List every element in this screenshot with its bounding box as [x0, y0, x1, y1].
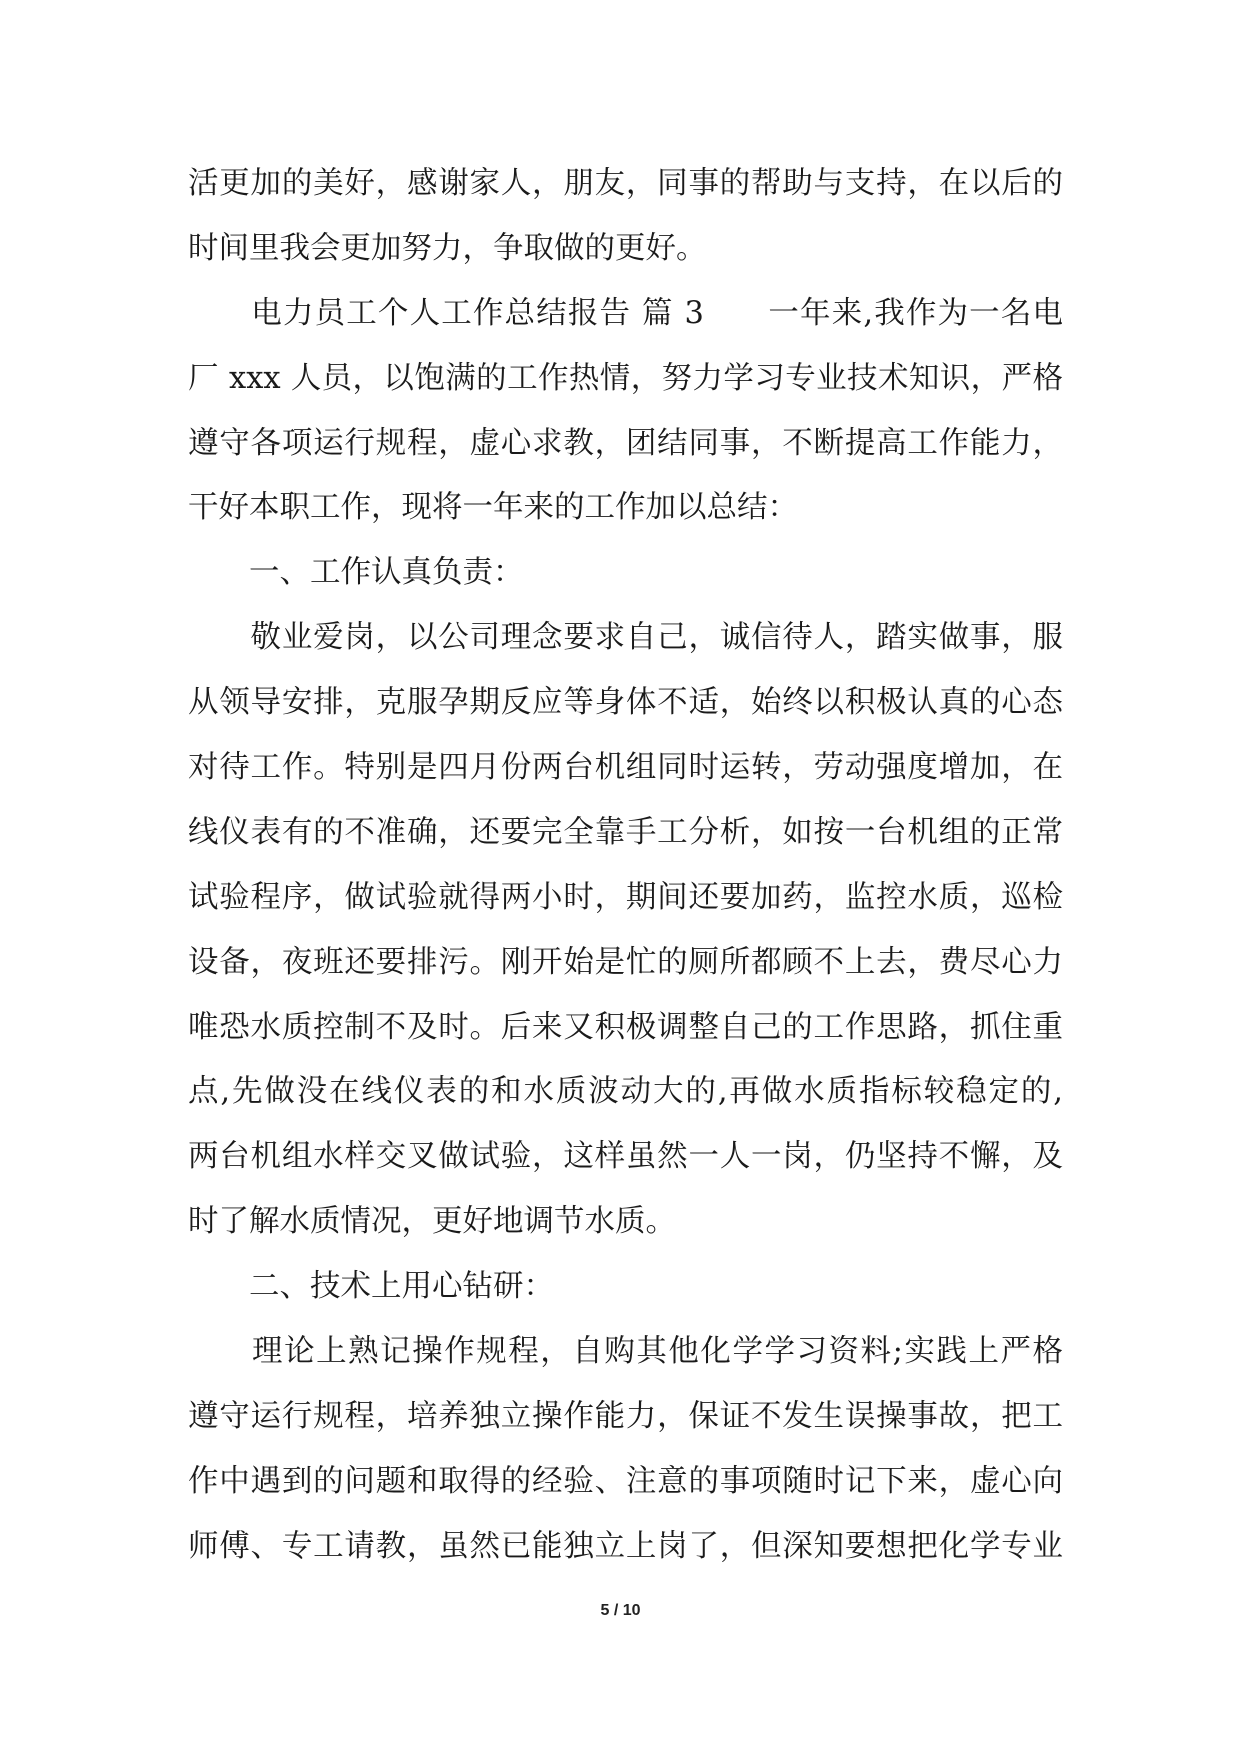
text-line: 二、技术上用心钻研： [188, 1269, 554, 1305]
text-line: 遵守各项运行规程，虚心求教，团结同事，不断提高工作能力， [188, 425, 1063, 461]
text-line: 师傅、专工请教，虽然已能独立上岗了，但深知要想把化学专业 [188, 1528, 1063, 1564]
text-line: 时了解水质情况，更好地调节水质。 [188, 1204, 676, 1240]
text-line: 理论上熟记操作规程，自购其他化学学习资料;实践上严格 [188, 1334, 1063, 1370]
text-line: 干好本职工作，现将一年来的工作加以总结： [188, 490, 798, 526]
text-line: 厂 xxx 人员，以饱满的工作热情，努力学习专业技术知识，严格 [188, 360, 1063, 396]
text-line: 对待工作。特别是四月份两台机组同时运转，劳动强度增加，在 [188, 750, 1063, 786]
text-line: 试验程序，做试验就得两小时，期间还要加药，监控水质，巡检 [188, 879, 1063, 915]
text-line: 线仪表有的不准确，还要完全靠手工分析，如按一台机组的正常 [188, 814, 1063, 850]
text-line: 唯恐水质控制不及时。后来又积极调整自己的工作思路，抓住重 [188, 1009, 1063, 1045]
text-line: 电力员工个人工作总结报告 篇 3 一年来,我作为一名电 [188, 295, 1063, 331]
text-line: 遵守运行规程，培养独立操作能力，保证不发生误操事故，把工 [188, 1398, 1063, 1434]
text-line: 从领导安排，克服孕期反应等身体不适，始终以积极认真的心态 [188, 685, 1063, 721]
text-line: 一、工作认真负责： [188, 555, 524, 591]
text-line: 活更加的美好，感谢家人，朋友，同事的帮助与支持，在以后的 [188, 166, 1063, 201]
text-line: 点,先做没在线仪表的和水质波动大的,再做水质指标较稳定的, [188, 1074, 1063, 1110]
text-line: 时间里我会更加努力，争取做的更好。 [188, 230, 707, 266]
text-line: 设备，夜班还要排污。刚开始是忙的厕所都顾不上去，费尽心力 [188, 944, 1063, 980]
text-line: 两台机组水样交叉做试验，这样虽然一人一岗，仍坚持不懈，及 [188, 1139, 1063, 1175]
text-line: 作中遇到的问题和取得的经验、注意的事项随时记下来，虚心向 [188, 1463, 1063, 1499]
page-number: 5 / 10 [600, 1602, 641, 1619]
text-line: 敬业爱岗，以公司理念要求自己，诚信待人，踏实做事，服 [188, 620, 1063, 656]
body-text [188, 152, 1063, 1580]
